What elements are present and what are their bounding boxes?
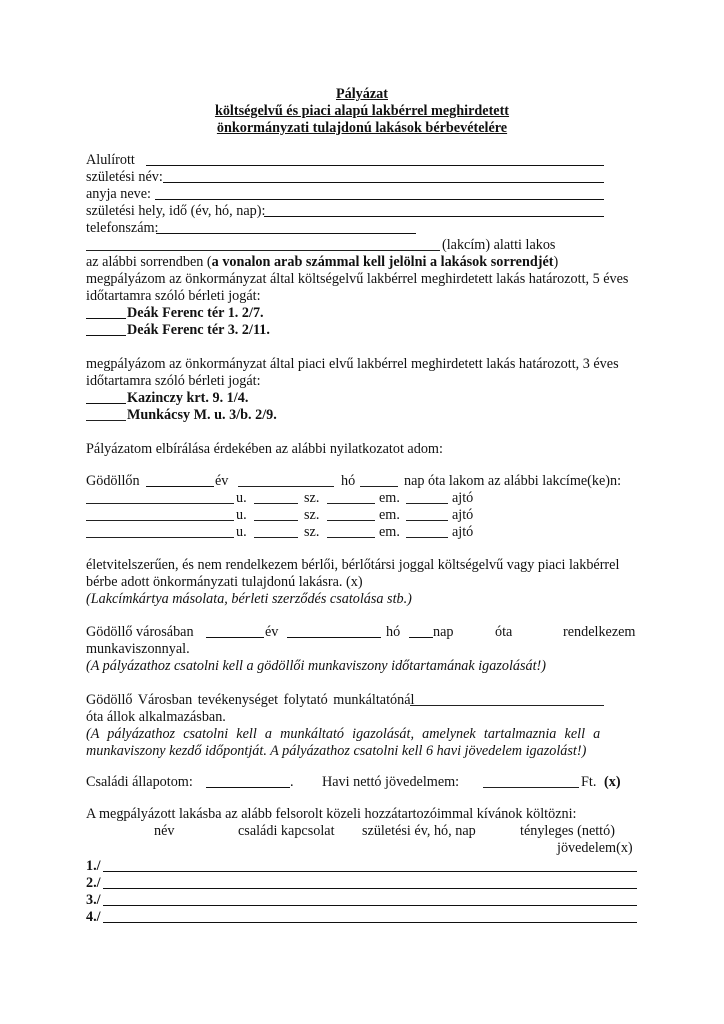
family-status-field[interactable] [206, 787, 290, 788]
phone-field[interactable] [156, 233, 416, 234]
order-instruction: az alábbi sorrendben (a vonalon arab számmal kell jelölni a lakások sorrendjét) [86, 254, 559, 270]
household-col-income: tényleges (nettó) [520, 823, 615, 839]
market-based-text-1: megpályázom az önkormányzat által piaci elvű lakbérrel meghirdetett lakás határozott, 3 éves [86, 356, 619, 372]
residence-day-field[interactable] [360, 486, 398, 487]
employment-city-line2: munkaviszonnyal. [86, 641, 190, 657]
employment-year-field[interactable] [206, 637, 264, 638]
household-row-field[interactable] [103, 922, 637, 923]
number-field[interactable] [254, 503, 298, 504]
form-title: Pályázat [335, 86, 388, 102]
floor-label: em. [379, 490, 400, 506]
street-label: u. [236, 507, 247, 523]
door-field[interactable] [406, 503, 448, 504]
undersigned-field[interactable] [146, 165, 604, 166]
apartment-deak-1: Deák Ferenc tér 1. 2/7. [127, 305, 264, 321]
street-label: u. [236, 524, 247, 540]
floor-label: em. [379, 507, 400, 523]
street-field[interactable] [86, 503, 234, 504]
residence-month-field[interactable] [238, 486, 334, 487]
residence-statement-1: életvitelszerűen, és nem rendelkezem bérlői, bérlőtársi joggal költségelvű vagy piaci lakbérrel [86, 557, 620, 573]
household-col-name: név [154, 823, 175, 839]
employment-month-field[interactable] [287, 637, 381, 638]
floor-field[interactable] [327, 537, 375, 538]
household-col-birth: születési év, hó, nap [362, 823, 476, 839]
employer-note-2: munkaviszony kezdő időpontját. A pályázathoz csatolni kell 6 havi jövedelem igazolást!) [86, 743, 587, 759]
residence-city: Gödöllőn [86, 473, 140, 489]
rank-field-kazinczy[interactable] [86, 403, 126, 404]
order-instruction-emphasis: a vonalon arab számmal kell jelölni a lakások sorrendjét [211, 254, 554, 270]
number-label: sz. [304, 507, 320, 523]
street-field[interactable] [86, 537, 234, 538]
family-status-label: Családi állapotom: [86, 774, 193, 790]
address-suffix: (lakcím) alatti lakos [442, 237, 556, 253]
employment-city-note: (A pályázathoz csatolni kell a gödöllői munkaviszony időtartamának igazolását!) [86, 658, 547, 674]
residence-month-label: hó [341, 473, 356, 489]
market-based-text-2: időtartamra szóló bérleti jogát: [86, 373, 261, 389]
household-row-number: 1./ [86, 858, 101, 874]
door-field[interactable] [406, 537, 448, 538]
rank-field-deak-1[interactable] [86, 318, 126, 319]
floor-field[interactable] [327, 520, 375, 521]
phone-label: telefonszám: [86, 220, 159, 236]
birth-name-label: születési név: [86, 169, 163, 185]
employer-line1: Gödöllő Városban tevékenységet folytató munkáltatónál [86, 692, 415, 708]
door-label: ajtó [452, 507, 474, 523]
household-row-field[interactable] [103, 888, 637, 889]
household-row-number: 2./ [86, 875, 101, 891]
door-field[interactable] [406, 520, 448, 521]
rank-field-deak-3[interactable] [86, 335, 126, 336]
employer-field[interactable] [410, 705, 604, 706]
floor-label: em. [379, 524, 400, 540]
address-field[interactable] [86, 250, 440, 251]
residence-note: (Lakcímkártya másolata, bérleti szerződés csatolása stb.) [86, 591, 412, 607]
apartment-deak-3: Deák Ferenc tér 3. 2/11. [127, 322, 270, 338]
form-subtitle-1: költségelvű és piaci alapú lakbérrel meghirdetett [214, 103, 510, 119]
door-label: ajtó [452, 524, 474, 540]
undersigned-label: Alulírott [86, 152, 135, 168]
employment-year-label: év [265, 624, 279, 640]
cost-based-text-1: megpályázom az önkormányzat által költségelvű lakbérrel meghirdetett lakás határozott, 5 éves [86, 271, 629, 287]
number-label: sz. [304, 490, 320, 506]
birth-name-field[interactable] [163, 182, 604, 183]
household-row-number: 4./ [86, 909, 101, 925]
cost-based-text-2: időtartamra szóló bérleti jogát: [86, 288, 261, 304]
household-intro: A megpályázott lakásba az alább felsorolt közeli hozzátartozóimmal kívánok költözni: [86, 806, 577, 822]
apartment-munkacsy: Munkácsy M. u. 3/b. 2/9. [127, 407, 277, 423]
income-field[interactable] [483, 787, 579, 788]
form-subtitle-2: önkormányzati tulajdonú lakások bérbevételére [216, 120, 508, 136]
street-label: u. [236, 490, 247, 506]
income-label: Havi nettó jövedelmem: [322, 774, 460, 790]
door-label: ajtó [452, 490, 474, 506]
household-row-field[interactable] [103, 871, 637, 872]
apartment-kazinczy: Kazinczy krt. 9. 1/4. [127, 390, 249, 406]
rank-field-munkacsy[interactable] [86, 420, 126, 421]
income-mark: (x) [604, 774, 621, 790]
residence-year-label: év [215, 473, 229, 489]
household-row-field[interactable] [103, 905, 637, 906]
birth-place-field[interactable] [264, 216, 604, 217]
number-field[interactable] [254, 520, 298, 521]
mother-name-field[interactable] [155, 199, 604, 200]
employment-day-field[interactable] [409, 637, 433, 638]
employment-city-prefix: Gödöllő városában [86, 624, 194, 640]
employment-month-label: hó [386, 624, 401, 640]
number-label: sz. [304, 524, 320, 540]
family-status-dot: . [290, 774, 294, 790]
household-col-relation: családi kapcsolat [238, 823, 335, 839]
residence-day-text: nap óta lakom az alábbi lakcíme(ke)n: [404, 473, 622, 489]
employer-note-1: (A pályázathoz csatolni kell a munkáltató igazolását, amelynek tartalmaznia kell a [86, 726, 601, 742]
declaration-intro: Pályázatom elbírálása érdekében az alábbi nyilatkozatot adom: [86, 441, 443, 457]
employer-line2: óta állok alkalmazásban. [86, 709, 226, 725]
employment-day-label: nap [433, 624, 454, 640]
household-row-number: 3./ [86, 892, 101, 908]
street-field[interactable] [86, 520, 234, 521]
number-field[interactable] [254, 537, 298, 538]
employment-have-label: rendelkezem [563, 624, 636, 640]
birth-place-label: születési hely, idő (év, hó, nap): [86, 203, 266, 219]
household-col-income-line2: jövedelem(x) [557, 840, 633, 856]
residence-statement-2: bérbe adott önkormányzati tulajdonú lakásra. (x) [86, 574, 363, 590]
mother-name-label: anyja neve: [86, 186, 151, 202]
income-unit: Ft. [581, 774, 597, 790]
floor-field[interactable] [327, 503, 375, 504]
employment-since-label: óta [495, 624, 513, 640]
residence-year-field[interactable] [146, 486, 214, 487]
